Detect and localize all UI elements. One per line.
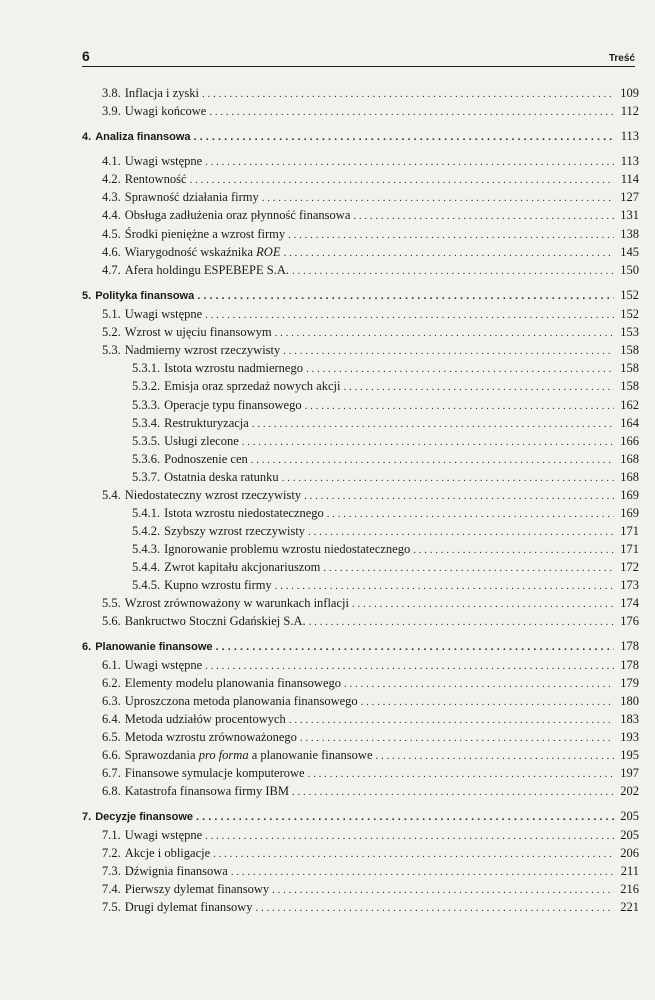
dot-leader (213, 846, 614, 863)
dot-leader (202, 86, 614, 103)
toc-entry-number: 5.4. (102, 488, 121, 502)
toc-entry-title: Rentowność (124, 172, 187, 186)
toc-page-number: 174 (620, 596, 639, 610)
toc-page-number: 168 (620, 470, 639, 484)
toc-page-number: 173 (620, 578, 639, 592)
dot-leader (343, 379, 614, 396)
toc-entry-number: 5. (82, 290, 92, 302)
toc-entry (132, 415, 639, 432)
toc-entry-title-part: Wiarygodność wskaźnika (124, 245, 257, 259)
toc-page-number: 113 (620, 129, 639, 143)
toc-entry (132, 541, 639, 558)
toc-entry-title: Uwagi końcowe (124, 104, 207, 118)
toc-entry-number: 5.3.7. (132, 470, 161, 484)
dot-leader (376, 748, 615, 765)
dot-leader (190, 172, 614, 189)
toc-entry-title: Uproszczona metoda planowania finansowego (124, 694, 358, 708)
toc-page-number: 162 (620, 398, 639, 412)
toc-entry-number: 6.6. (102, 748, 121, 762)
dot-leader (292, 263, 614, 280)
toc-entry-title (121, 244, 281, 261)
toc-page-number: 176 (620, 614, 639, 628)
toc-entry-number: 5.5. (102, 596, 121, 610)
toc-entry (132, 397, 639, 414)
toc-entry-title-italic: ROE (256, 245, 281, 259)
toc-entry-title: Emisja oraz sprzedaż nowych akcji (164, 379, 341, 393)
dot-leader (256, 900, 614, 917)
toc-entry-number: 5.4.5. (132, 578, 161, 592)
dot-leader (194, 129, 614, 146)
toc-entry-title: Podnoszenie cen (164, 452, 248, 466)
toc-entry-number: 4.7. (102, 263, 121, 277)
page-number: 6 (82, 48, 90, 64)
toc-entry-number: 5.3.2. (132, 379, 161, 393)
toc-page-number: 172 (620, 560, 639, 574)
toc-entry (102, 171, 639, 188)
toc-page-number: 197 (620, 766, 639, 780)
dot-leader (275, 325, 614, 342)
toc-entry-title: Metoda udziałów procentowych (124, 712, 286, 726)
toc-entry (132, 451, 639, 468)
toc-entry-title: Uwagi wstępne (124, 658, 203, 672)
dot-leader (231, 864, 614, 881)
toc-page-number: 179 (620, 676, 639, 690)
toc-entry-title: Restrukturyzacja (164, 416, 249, 430)
toc-entry-number: 5.4.4. (132, 560, 161, 574)
toc-page-number: 216 (620, 882, 639, 896)
toc-entry-number: 5.3. (102, 343, 121, 357)
dot-leader (309, 614, 614, 631)
toc-entry-number: 4.1. (102, 154, 121, 168)
dot-leader (283, 343, 614, 360)
toc-entry-number: 5.4.3. (132, 542, 161, 556)
toc-page-number: 183 (620, 712, 639, 726)
dot-leader (323, 560, 614, 577)
toc-entry-title: Finansowe symulacje komputerowe (124, 766, 305, 780)
dot-leader (205, 307, 614, 324)
toc-entry-title: Inflacja i zyski (124, 86, 200, 100)
toc-entry (132, 505, 639, 522)
toc-entry (102, 613, 639, 630)
toc-entry-title: Obsługa zadłużenia oraz płynność finansowa (124, 208, 351, 222)
toc-page-number: 158 (620, 379, 639, 393)
toc-entry (102, 845, 639, 862)
toc-page-number: 113 (620, 154, 639, 168)
toc-entry-title: Wzrost zrównoważony w warunkach inflacji (124, 596, 349, 610)
toc-entry (102, 881, 639, 898)
toc-entry (132, 523, 639, 540)
toc-entry (132, 378, 639, 395)
toc-page-number: 152 (620, 288, 639, 302)
dot-leader (209, 104, 614, 121)
toc-entry-title: Bankructwo Stoczni Gdańskiej S.A. (124, 614, 306, 628)
toc-entry-number: 6.4. (102, 712, 121, 726)
toc-entry-number: 5.2. (102, 325, 121, 339)
toc-entry (132, 433, 639, 450)
toc-entry (102, 729, 639, 746)
dot-leader (205, 828, 614, 845)
dot-leader (196, 809, 614, 826)
toc-entry-title: Niedostateczny wzrost rzeczywisty (124, 488, 302, 502)
toc-entry-title: Drugi dylemat finansowy (124, 900, 253, 914)
toc-entry (102, 189, 639, 206)
dot-leader (292, 784, 614, 801)
toc-entry-number: 7.2. (102, 846, 121, 860)
toc-entry-number: 7. (82, 811, 92, 823)
toc-page-number: 178 (620, 639, 639, 653)
toc-entry (102, 103, 639, 120)
toc-entry-number: 5.3.5. (132, 434, 161, 448)
toc-page-number: 164 (620, 416, 639, 430)
toc-entry-title: Istota wzrostu nadmiernego (164, 361, 303, 375)
toc-entry-number: 4.6. (102, 245, 121, 259)
dot-leader (283, 245, 614, 262)
toc-page-number: 114 (620, 172, 639, 186)
toc-entry-title: Dźwignia finansowa (124, 864, 228, 878)
toc-entry-title: Ignorowanie problemu wzrostu niedostatecznego (164, 542, 411, 556)
toc-entry-title: Usługi zlecone (164, 434, 239, 448)
toc-entry (102, 226, 639, 243)
toc-entry-number: 7.3. (102, 864, 121, 878)
toc-entry (102, 207, 639, 224)
toc-entry-number: 5.4.1. (132, 506, 161, 520)
dot-leader (344, 676, 614, 693)
toc-entry (102, 487, 639, 504)
toc-entry-title: Zwrot kapitału akcjonariuszom (164, 560, 321, 574)
toc-entry (102, 342, 639, 359)
dot-leader (275, 578, 614, 595)
toc-page-number: 171 (620, 542, 639, 556)
dot-leader (262, 190, 614, 207)
dot-leader (304, 488, 614, 505)
toc-entry (102, 863, 639, 880)
toc-page-number: 193 (620, 730, 639, 744)
toc-entry-title: Kupno wzrostu firmy (164, 578, 272, 592)
toc-entry-number: 6.7. (102, 766, 121, 780)
toc-entry (102, 595, 639, 612)
toc-entry (102, 244, 639, 261)
toc-entry-number: 6.1. (102, 658, 121, 672)
toc-entry-title: Analiza finansowa (95, 131, 191, 143)
toc-entry-number: 6.8. (102, 784, 121, 798)
toc-entry (132, 469, 639, 486)
toc-page-number: 127 (620, 190, 639, 204)
toc-entry (102, 711, 639, 728)
toc-page-number: 166 (620, 434, 639, 448)
dot-leader (242, 434, 614, 451)
dot-leader (306, 361, 614, 378)
dot-leader (308, 524, 614, 541)
toc-chapter (82, 128, 639, 145)
toc-entry (102, 306, 639, 323)
toc-entry-number: 5.3.6. (132, 452, 161, 466)
toc-entry-number: 4.5. (102, 227, 121, 241)
toc-page-number: 211 (620, 864, 639, 878)
toc-page-number: 109 (620, 86, 639, 100)
toc-entry-title: Planowanie finansowe (95, 641, 213, 653)
toc-page-number: 180 (620, 694, 639, 708)
toc-entry (102, 693, 639, 710)
toc-entry-number: 4.2. (102, 172, 121, 186)
dot-leader (205, 154, 614, 171)
toc-entry-number: 4. (82, 131, 92, 143)
toc-page-number: 158 (620, 343, 639, 357)
dot-leader (289, 712, 614, 729)
toc-entry-title: Afera holdingu ESPEBEPE S.A. (124, 263, 289, 277)
dot-leader (300, 730, 614, 747)
dot-leader (205, 658, 614, 675)
dot-leader (361, 694, 614, 711)
toc-entry-title: Polityka finansowa (95, 290, 195, 302)
toc-entry-title: Środki pieniężne a wzrost firmy (124, 227, 286, 241)
toc-entry (102, 262, 639, 279)
toc-entry-number: 6. (82, 641, 92, 653)
toc-page-number: 168 (620, 452, 639, 466)
toc-page-number: 112 (620, 104, 639, 118)
toc-entry-number: 5.3.4. (132, 416, 161, 430)
toc-entry-title-italic: pro forma (198, 748, 249, 762)
toc-page-number: 205 (620, 828, 639, 842)
toc-entry-title-part: a planowanie finansowe (248, 748, 373, 762)
toc-entry-number: 5.3.1. (132, 361, 161, 375)
toc-entry (102, 324, 639, 341)
toc-entry-title: Nadmierny wzrost rzeczywisty (124, 343, 281, 357)
toc-entry (102, 899, 639, 916)
toc-page-number: 206 (620, 846, 639, 860)
dot-leader (216, 639, 614, 656)
toc-entry-title: Uwagi wstępne (124, 154, 203, 168)
toc-entry-number: 4.4. (102, 208, 121, 222)
toc-page-number: 202 (620, 784, 639, 798)
dot-leader (353, 208, 614, 225)
toc-entry-title: Decyzje finansowe (95, 811, 194, 823)
toc-entry-number: 5.6. (102, 614, 121, 628)
toc-entry-title: Metoda wzrostu zrównoważonego (124, 730, 297, 744)
toc-page-number: 153 (620, 325, 639, 339)
toc-entry-number: 7.5. (102, 900, 121, 914)
toc-entry-title: Katastrofa finansowa firmy IBM (124, 784, 289, 798)
dot-leader (413, 542, 614, 559)
toc-page-number: 205 (620, 809, 639, 823)
toc-entry (102, 657, 639, 674)
toc-entry-title: Wzrost w ujęciu finansowym (124, 325, 272, 339)
toc-entry-title: Uwagi wstępne (124, 828, 203, 842)
toc-entry (102, 783, 639, 800)
toc-entry-title: Akcje i obligacje (124, 846, 211, 860)
toc-entry (102, 747, 639, 764)
running-head: Treść (608, 53, 635, 64)
dot-leader (252, 416, 614, 433)
toc-entry-title: Pierwszy dylemat finansowy (124, 882, 270, 896)
toc-chapter (82, 287, 639, 304)
toc-entry (102, 765, 639, 782)
dot-leader (272, 882, 614, 899)
toc-entry-number: 6.5. (102, 730, 121, 744)
toc-page-number: 171 (620, 524, 639, 538)
toc-entry-title: Ostatnia deska ratunku (164, 470, 279, 484)
toc-entry (132, 360, 639, 377)
toc-entry-title: Operacje typu finansowego (164, 398, 302, 412)
toc-page-number: 145 (620, 245, 639, 259)
toc-entry-number: 5.4.2. (132, 524, 161, 538)
toc-page-number: 131 (620, 208, 639, 222)
toc-entry-title: Szybszy wzrost rzeczywisty (164, 524, 306, 538)
toc-page-number: 138 (620, 227, 639, 241)
toc-entry-number: 4.3. (102, 190, 121, 204)
toc-entry-number: 7.4. (102, 882, 121, 896)
toc-chapter (82, 808, 639, 825)
toc-entry-title-part: Sprawozdania (124, 748, 199, 762)
toc-entry-title (121, 747, 373, 764)
toc-entry-number: 6.2. (102, 676, 121, 690)
toc-entry-title: Uwagi wstępne (124, 307, 203, 321)
toc-entry-number: 5.1. (102, 307, 121, 321)
toc-page-number: 178 (620, 658, 639, 672)
toc-page-number: 195 (620, 748, 639, 762)
toc-entry-title: Elementy modelu planowania finansowego (124, 676, 342, 690)
toc-entry (102, 675, 639, 692)
toc-page-number: 158 (620, 361, 639, 375)
dot-leader (288, 227, 614, 244)
toc-page-number: 221 (620, 900, 639, 914)
dot-leader (327, 506, 614, 523)
toc-page-number: 169 (620, 506, 639, 520)
toc-page-number: 150 (620, 263, 639, 277)
toc-entry-title: Istota wzrostu niedostatecznego (164, 506, 324, 520)
dot-leader (308, 766, 614, 783)
toc-entry (102, 85, 639, 102)
dot-leader (352, 596, 614, 613)
dot-leader (251, 452, 614, 469)
toc-entry-number: 6.3. (102, 694, 121, 708)
toc-entry-number: 7.1. (102, 828, 121, 842)
toc-entry-title: Sprawność działania firmy (124, 190, 259, 204)
toc-chapter (82, 638, 639, 655)
toc-entry (102, 153, 639, 170)
toc-entry-number: 5.3.3. (132, 398, 161, 412)
dot-leader (282, 470, 614, 487)
toc-entry (102, 827, 639, 844)
dot-leader (197, 288, 614, 305)
toc-entry-number: 3.8. (102, 86, 121, 100)
toc-entry (132, 577, 639, 594)
toc-entry (132, 559, 639, 576)
toc-page-number: 152 (620, 307, 639, 321)
toc-page-number: 169 (620, 488, 639, 502)
toc-entry-number: 3.9. (102, 104, 121, 118)
dot-leader (305, 398, 614, 415)
